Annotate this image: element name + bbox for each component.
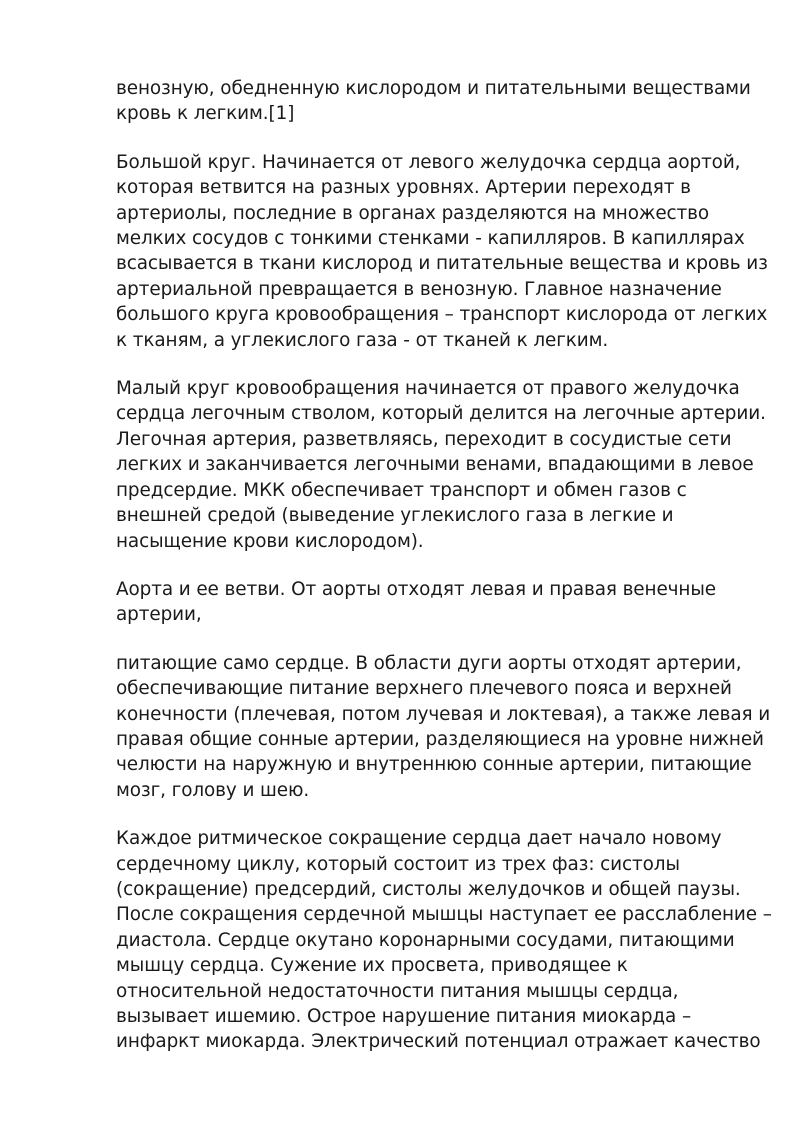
- text-line: артерии,: [116, 604, 202, 626]
- text-line: мелких сосудов с тонкими стенками - капилляров. В капиллярах: [116, 228, 745, 250]
- text-line: Каждое ритмическое сокращение сердца дает начало новому: [116, 828, 722, 850]
- text-line: Малый круг кровообращения начинается от правого желудочка: [116, 378, 740, 400]
- text-line: вызывает ишемию. Острое нарушение питания миокарда –: [116, 1006, 692, 1027]
- text-line: предсердие. МКК обеспечивает транспорт и обмен газов с: [116, 479, 687, 501]
- text-line: венозную, обедненную кислородом и питательными веществами: [116, 78, 751, 99]
- text-line: инфаркт миокарда. Электрический потенциал отражает качество: [116, 1031, 761, 1053]
- text-line: мышцу сердца. Сужение их просвета, приводящее к: [116, 955, 628, 977]
- text-line: сердца легочным стволом, который делится на легочные артерии.: [116, 403, 766, 425]
- paragraph: [116, 150, 768, 353]
- text-line: (сокращение) предсердий, систолы желудочков и общей паузы.: [116, 878, 741, 900]
- paragraph: [116, 651, 771, 803]
- text-line: сердечному циклу, который состоит из трех фаз: систолы: [116, 853, 680, 875]
- document-body: [116, 76, 772, 1078]
- text-line: правая общие сонные артерии, разделяющиеся на уровне нижней: [116, 728, 764, 750]
- text-line: кровь к легким.[1]: [116, 103, 295, 125]
- text-line: мозг, голову и шею.: [116, 779, 310, 801]
- text-line: большого круга кровообращения – транспорт кислорода от легких: [116, 304, 768, 326]
- text-line: Аорта и ее ветви. От аорты отходят левая и правая венечные: [116, 578, 716, 600]
- text-line: артериолы, последние в органах разделяются на множество: [116, 202, 710, 224]
- text-line: Большой круг. Начинается от левого желудочка сердца аортой,: [116, 151, 741, 173]
- text-line: к тканям, а углекислого газа - от тканей к легким.: [116, 329, 609, 351]
- text-line: артериальной превращается в венозную. Главное назначение: [116, 278, 722, 300]
- text-line: легких и заканчивается легочными венами, впадающими в левое: [116, 454, 754, 476]
- text-line: относительной недостаточности питания мышцы сердца,: [116, 980, 679, 1002]
- text-line: челюсти на наружную и внутреннюю сонные артерии, питающие: [116, 754, 752, 776]
- text-line: диастола. Сердце окутано коронарными сосудами, питающими: [116, 929, 735, 951]
- text-line: конечности (плечевая, потом лучевая и локтевая), а также левая и: [116, 703, 771, 725]
- text-line: После сокращения сердечной мышцы наступает ее расслабление –: [116, 904, 772, 926]
- text-line: внешней средой (выведение углекислого газа в легкие и: [116, 505, 674, 527]
- text-line: питающие само сердце. В области дуги аорты отходят артерии,: [116, 652, 742, 674]
- paragraph: [116, 826, 772, 1055]
- paragraph: [116, 376, 766, 554]
- text-line: которая ветвится на разных уровнях. Артерии переходят в: [116, 177, 691, 199]
- paragraph: [116, 76, 756, 127]
- text-line: насыщение крови кислородом).: [116, 530, 424, 552]
- paragraph: [116, 577, 756, 628]
- text-line: обеспечивающие питание верхнего плечевого пояса и верхней: [116, 678, 732, 700]
- text-line: всасывается в ткани кислород и питательные вещества и кровь из: [116, 253, 768, 275]
- text-line: Легочная артерия, разветвляясь, переходит в сосудистые сети: [116, 428, 732, 450]
